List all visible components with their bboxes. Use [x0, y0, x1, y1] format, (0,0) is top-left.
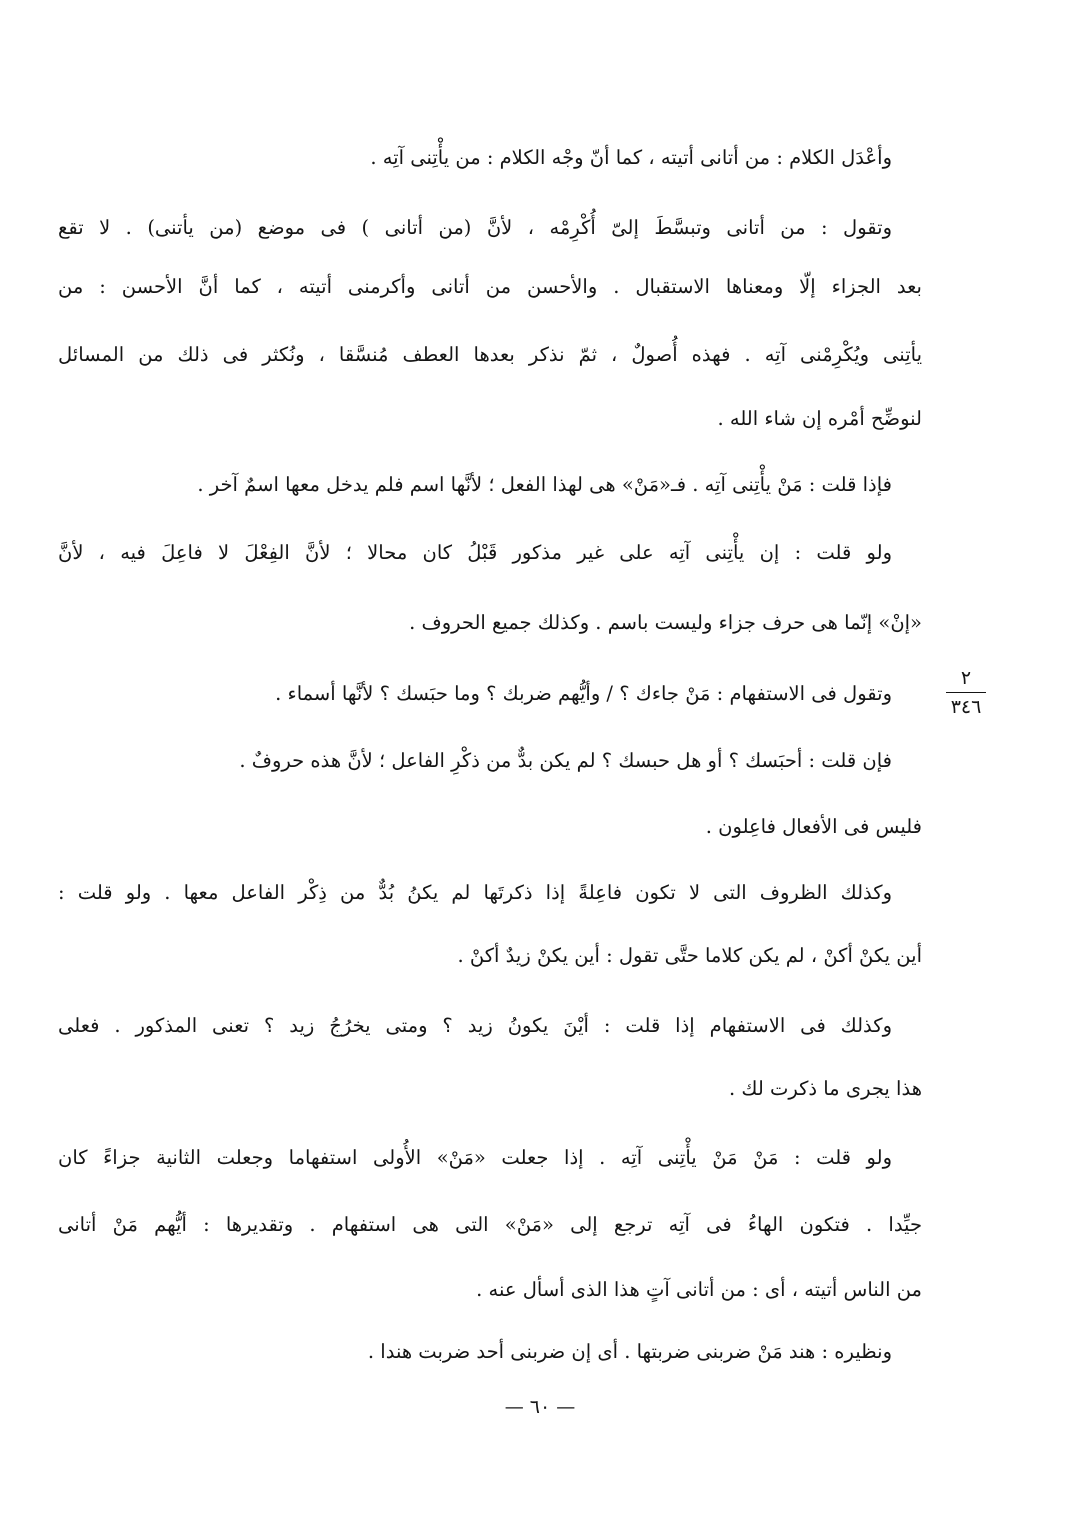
margin-reference-part: ٢ [946, 666, 986, 693]
text-line-2: وتقول : من أتانى وتبسَّطَ إلىّ أُكْرِمْه ، لأنَّ (من أتانى ) فى موضع (من يأتنى) . لا تقع [58, 216, 892, 239]
text-line-11: فليس فى الأفعال فاعِلون . [705, 815, 922, 838]
page-number: — ٦٠ — [504, 1396, 576, 1418]
text-line-7: ولو قلت : إن يأْتِنى آتِه على غير مذكور قَبْلُ كان محالا ؛ لأنَّ الفِعْلَ لا فاعِلَ فيه ، لأنَّ [58, 541, 892, 564]
text-line-12: وكذلك الظروف التى لا تكون فاعِلةً إذا ذكرتَها لم يكنُ بُدٌّ من ذِكْر الفاعل معها . ولو قلت : [58, 881, 892, 904]
text-line-6: فإذا قلت : مَنْ يأْتِنى آتِه . فـ«مَنْ» هى لهذا الفعل ؛ لأنَّها اسم فلم يدخل معها اسمٌ آخر . [197, 473, 892, 496]
text-line-15: هذا يجرى ما ذكرت لك . [728, 1077, 922, 1100]
text-line-10: فإن قلت : أحبَسك ؟ أو هل حبسك ؟ لم يكن بدٌّ من ذكْرِ الفاعل ؛ لأنَّ هذه حروفٌ . [239, 749, 892, 772]
text-line-9: وتقول فى الاستفهام : مَنْ جاءك ؟ / وأيُّهم ضربك ؟ وما حبَسك ؟ لأنَّها أسماء . [275, 682, 892, 705]
text-line-17: جيِّدا . فتكون الهاءُ فى آتِه ترجع إلى «مَنْ» التى هى استفهام . وتقديرها : أيُّهم مَنْ أتانى [58, 1213, 922, 1236]
text-line-19: ونظيره : هند مَنْ ضربنى ضربتها . أى إن ضربنى أحد ضربت هندا . [367, 1340, 892, 1363]
text-line-16: ولو قلت : مَنْ مَنْ يأْتِنى آتِه . إذا جعلت «مَنْ» الأُولى استفهاما وجعلت الثانية جزاءً كان [58, 1146, 892, 1169]
text-line-13: أين يكنْ أكنْ ، لم يكن كلاما حتَّى تقول : أين يكنْ زيدٌ أكنْ . [457, 944, 922, 967]
text-line-18: من الناس أتيته ، أى : من أتانى آتٍ هذا الذى أسأل عنه . [476, 1278, 922, 1301]
margin-reference-page: ٣٤٦ [950, 696, 982, 718]
margin-reference [946, 666, 986, 719]
text-line-14: وكذلك فى الاستفهام إذا قلت : أيْنَ يكونُ زيد ؟ ومتى يخرُجُ زيد ؟ تعنى المذكور . فعلى [58, 1014, 892, 1037]
text-line-5: لنوضِّح أمْره إن شاء الله . [717, 407, 922, 430]
text-line-8: «إنْ» إنّما هى حرف جزاء وليست باسم . وكذلك جميع الحروف . [409, 611, 922, 634]
text-line-4: يأتِنى ويُكْرِمْنى آتِه . فهذه أُصولٌ ، ثمّ نذكر بعدها العطف مُنسَّقا ، ونُكثر فى ذلك من المسائل [58, 343, 922, 366]
text-line-3: بعد الجزاء إلّا ومعناها الاستقبال . والأحسن من أتانى وأكرمنى أتيته ، كما أنَّ الأحسن : من [58, 275, 922, 298]
text-line-1: وأعْدَل الكلام : من أتانى أتيته ، كما أنّ وجْه الكلام : من يأْتِنى آتِه . [370, 146, 892, 169]
